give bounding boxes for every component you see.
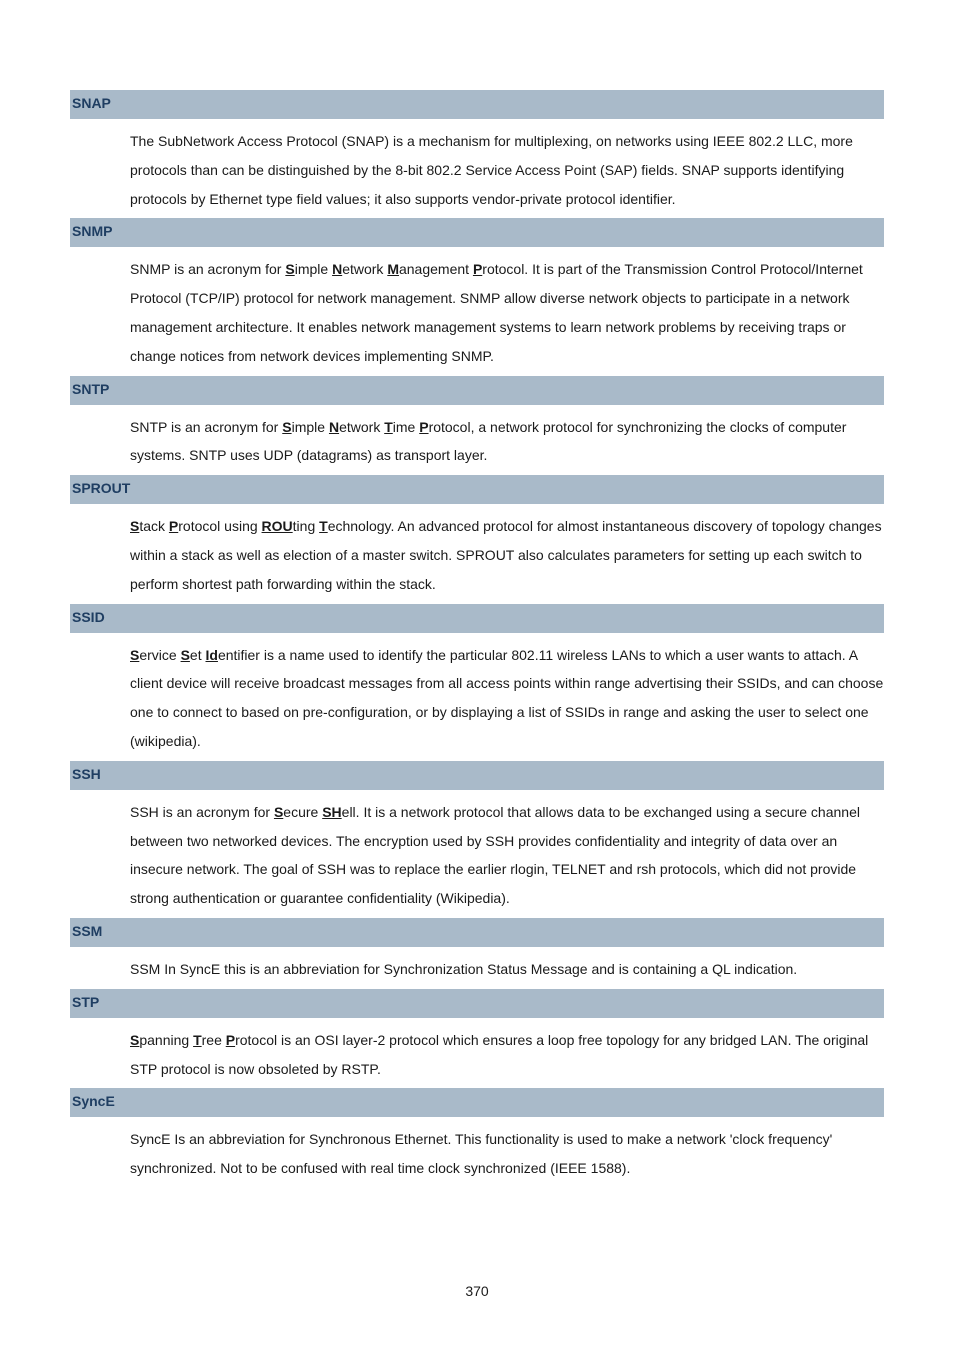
term-heading: STP <box>70 989 884 1018</box>
definition-text: et <box>189 646 206 663</box>
glossary-entry-snmp <box>70 218 884 375</box>
definition-text: rotocol. It is part of the Transmission Control Protocol/Internet Protocol (TCP/IP) protocol for network management. SNMP allow diverse network objects to participate in a network management architecture. It enables network management systems to learn network problems by receiving traps or change notices from network devices implementing SNMP. <box>130 261 863 364</box>
definition-text: panning <box>139 1031 194 1048</box>
definition-text: etwork <box>339 418 385 435</box>
term-definition <box>130 1018 884 1089</box>
term-definition <box>130 633 884 761</box>
term-definition <box>130 247 884 375</box>
acronym-letter: N <box>332 261 343 278</box>
definition-text: SSH is an acronym for <box>130 803 274 820</box>
term-definition <box>130 1117 884 1188</box>
definition-text: ervice <box>139 646 181 663</box>
acronym-letter: ROU <box>261 518 293 535</box>
definition-text: tack <box>139 518 169 535</box>
term-definition <box>130 405 884 476</box>
definition-text: imple <box>291 418 329 435</box>
definition-text: imple <box>294 261 333 278</box>
term-heading: SSM <box>70 918 884 947</box>
definition-text: ime <box>392 418 420 435</box>
glossary-entry-snap <box>70 90 884 218</box>
acronym-letter: T <box>319 518 328 535</box>
definition-text: SNMP is an acronym for <box>130 261 286 278</box>
acronym-letter: S <box>180 646 190 663</box>
term-heading: SNAP <box>70 90 884 119</box>
glossary-entry-ssm <box>70 918 884 989</box>
acronym-letter: T <box>384 418 393 435</box>
definition-text: The SubNetwork Access Protocol (SNAP) is a mechanism for multiplexing, on networks using IEEE 802.2 LLC, more protocols than can be distinguished by the 8-bit 802.2 Service Access Point (SAP) fields. SNAP supports identifying protocols by Ethernet type field values; it also supports vendor-private protocol identifier. <box>130 133 853 207</box>
acronym-letter: S <box>273 803 284 820</box>
definition-text: SNTP is an acronym for <box>130 418 283 435</box>
definition-text: SSM In SyncE this is an abbreviation for Synchronization Status Message and is containing a QL indication. <box>130 960 798 977</box>
term-definition <box>130 790 884 918</box>
glossary-entry-ssid <box>70 604 884 761</box>
glossary-entry-sntp <box>70 376 884 476</box>
definition-text: echnology. An advanced protocol for almost instantaneous discovery of topology changes within a stack as well as election of a master switch. SPROUT also calculates parameters for setting up each switch to perform shortest path forwarding within the stack. <box>130 518 882 592</box>
acronym-letter: P <box>472 261 483 278</box>
acronym-letter: Id <box>205 646 218 663</box>
term-heading: SPROUT <box>70 475 884 504</box>
definition-text: ree <box>201 1031 226 1048</box>
term-heading: SyncE <box>70 1088 884 1117</box>
definition-text: anagement <box>398 261 473 278</box>
definition-text: rotocol is an OSI layer-2 protocol which ensures a loop free topology for any bridged LAN. The original STP protocol is now obsoleted by RSTP. <box>130 1031 869 1077</box>
definition-text: rotocol using <box>178 518 262 535</box>
acronym-letter: SH <box>322 803 342 820</box>
acronym-letter: S <box>130 646 140 663</box>
acronym-letter: S <box>130 518 140 535</box>
term-heading: SSID <box>70 604 884 633</box>
term-definition <box>130 947 884 989</box>
term-definition <box>130 504 884 603</box>
term-heading: SNTP <box>70 376 884 405</box>
acronym-letter: S <box>285 261 295 278</box>
glossary-entry-stp <box>70 989 884 1089</box>
term-definition <box>130 119 884 218</box>
acronym-letter: T <box>193 1031 202 1048</box>
acronym-letter: P <box>225 1031 236 1048</box>
glossary-entry-synce <box>70 1088 884 1188</box>
glossary-page <box>70 90 884 1188</box>
definition-text: ting <box>292 518 320 535</box>
definition-text: rotocol, a network protocol for synchronizing the clocks of computer systems. SNTP uses UDP (datagrams) as transport layer. <box>130 418 847 464</box>
page-number: 370 <box>465 1283 489 1299</box>
acronym-letter: M <box>387 261 399 278</box>
acronym-letter: P <box>168 518 179 535</box>
definition-text: ell. It is a network protocol that allows data to be exchanged using a secure channel between two networked devices. The encryption used by SSH provides confidentiality and integrity of data over an insecure network. The goal of SSH was to replace the earlier rlogin, TELNET and rsh protocols, which did not provide strong authentication or guarantee confidentiality (Wikipedia). <box>130 803 860 907</box>
acronym-letter: N <box>328 418 340 435</box>
glossary-entry-sprout <box>70 475 884 603</box>
definition-text: etwork <box>342 261 388 278</box>
definition-text: ecure <box>283 803 323 820</box>
acronym-letter: S <box>130 1031 140 1048</box>
definition-text: entifier is a name used to identify the particular 802.11 wireless LANs to which a user wants to attach. A client device will receive broadcast messages from all access points within range advertising their SSIDs, and can choose one to connect to based on pre-configuration, or by displaying a list of SSIDs in range and asking the user to select one (wikipedia). <box>130 646 884 749</box>
term-heading: SNMP <box>70 218 884 247</box>
glossary-entry-ssh <box>70 761 884 918</box>
acronym-letter: S <box>282 418 292 435</box>
definition-text: SyncE Is an abbreviation for Synchronous Ethernet. This functionality is used to make a network 'clock frequency' synchronized. Not to be confused with real time clock synchronized (IEEE 1588). <box>130 1131 833 1177</box>
term-heading: SSH <box>70 761 884 790</box>
acronym-letter: P <box>419 418 429 435</box>
